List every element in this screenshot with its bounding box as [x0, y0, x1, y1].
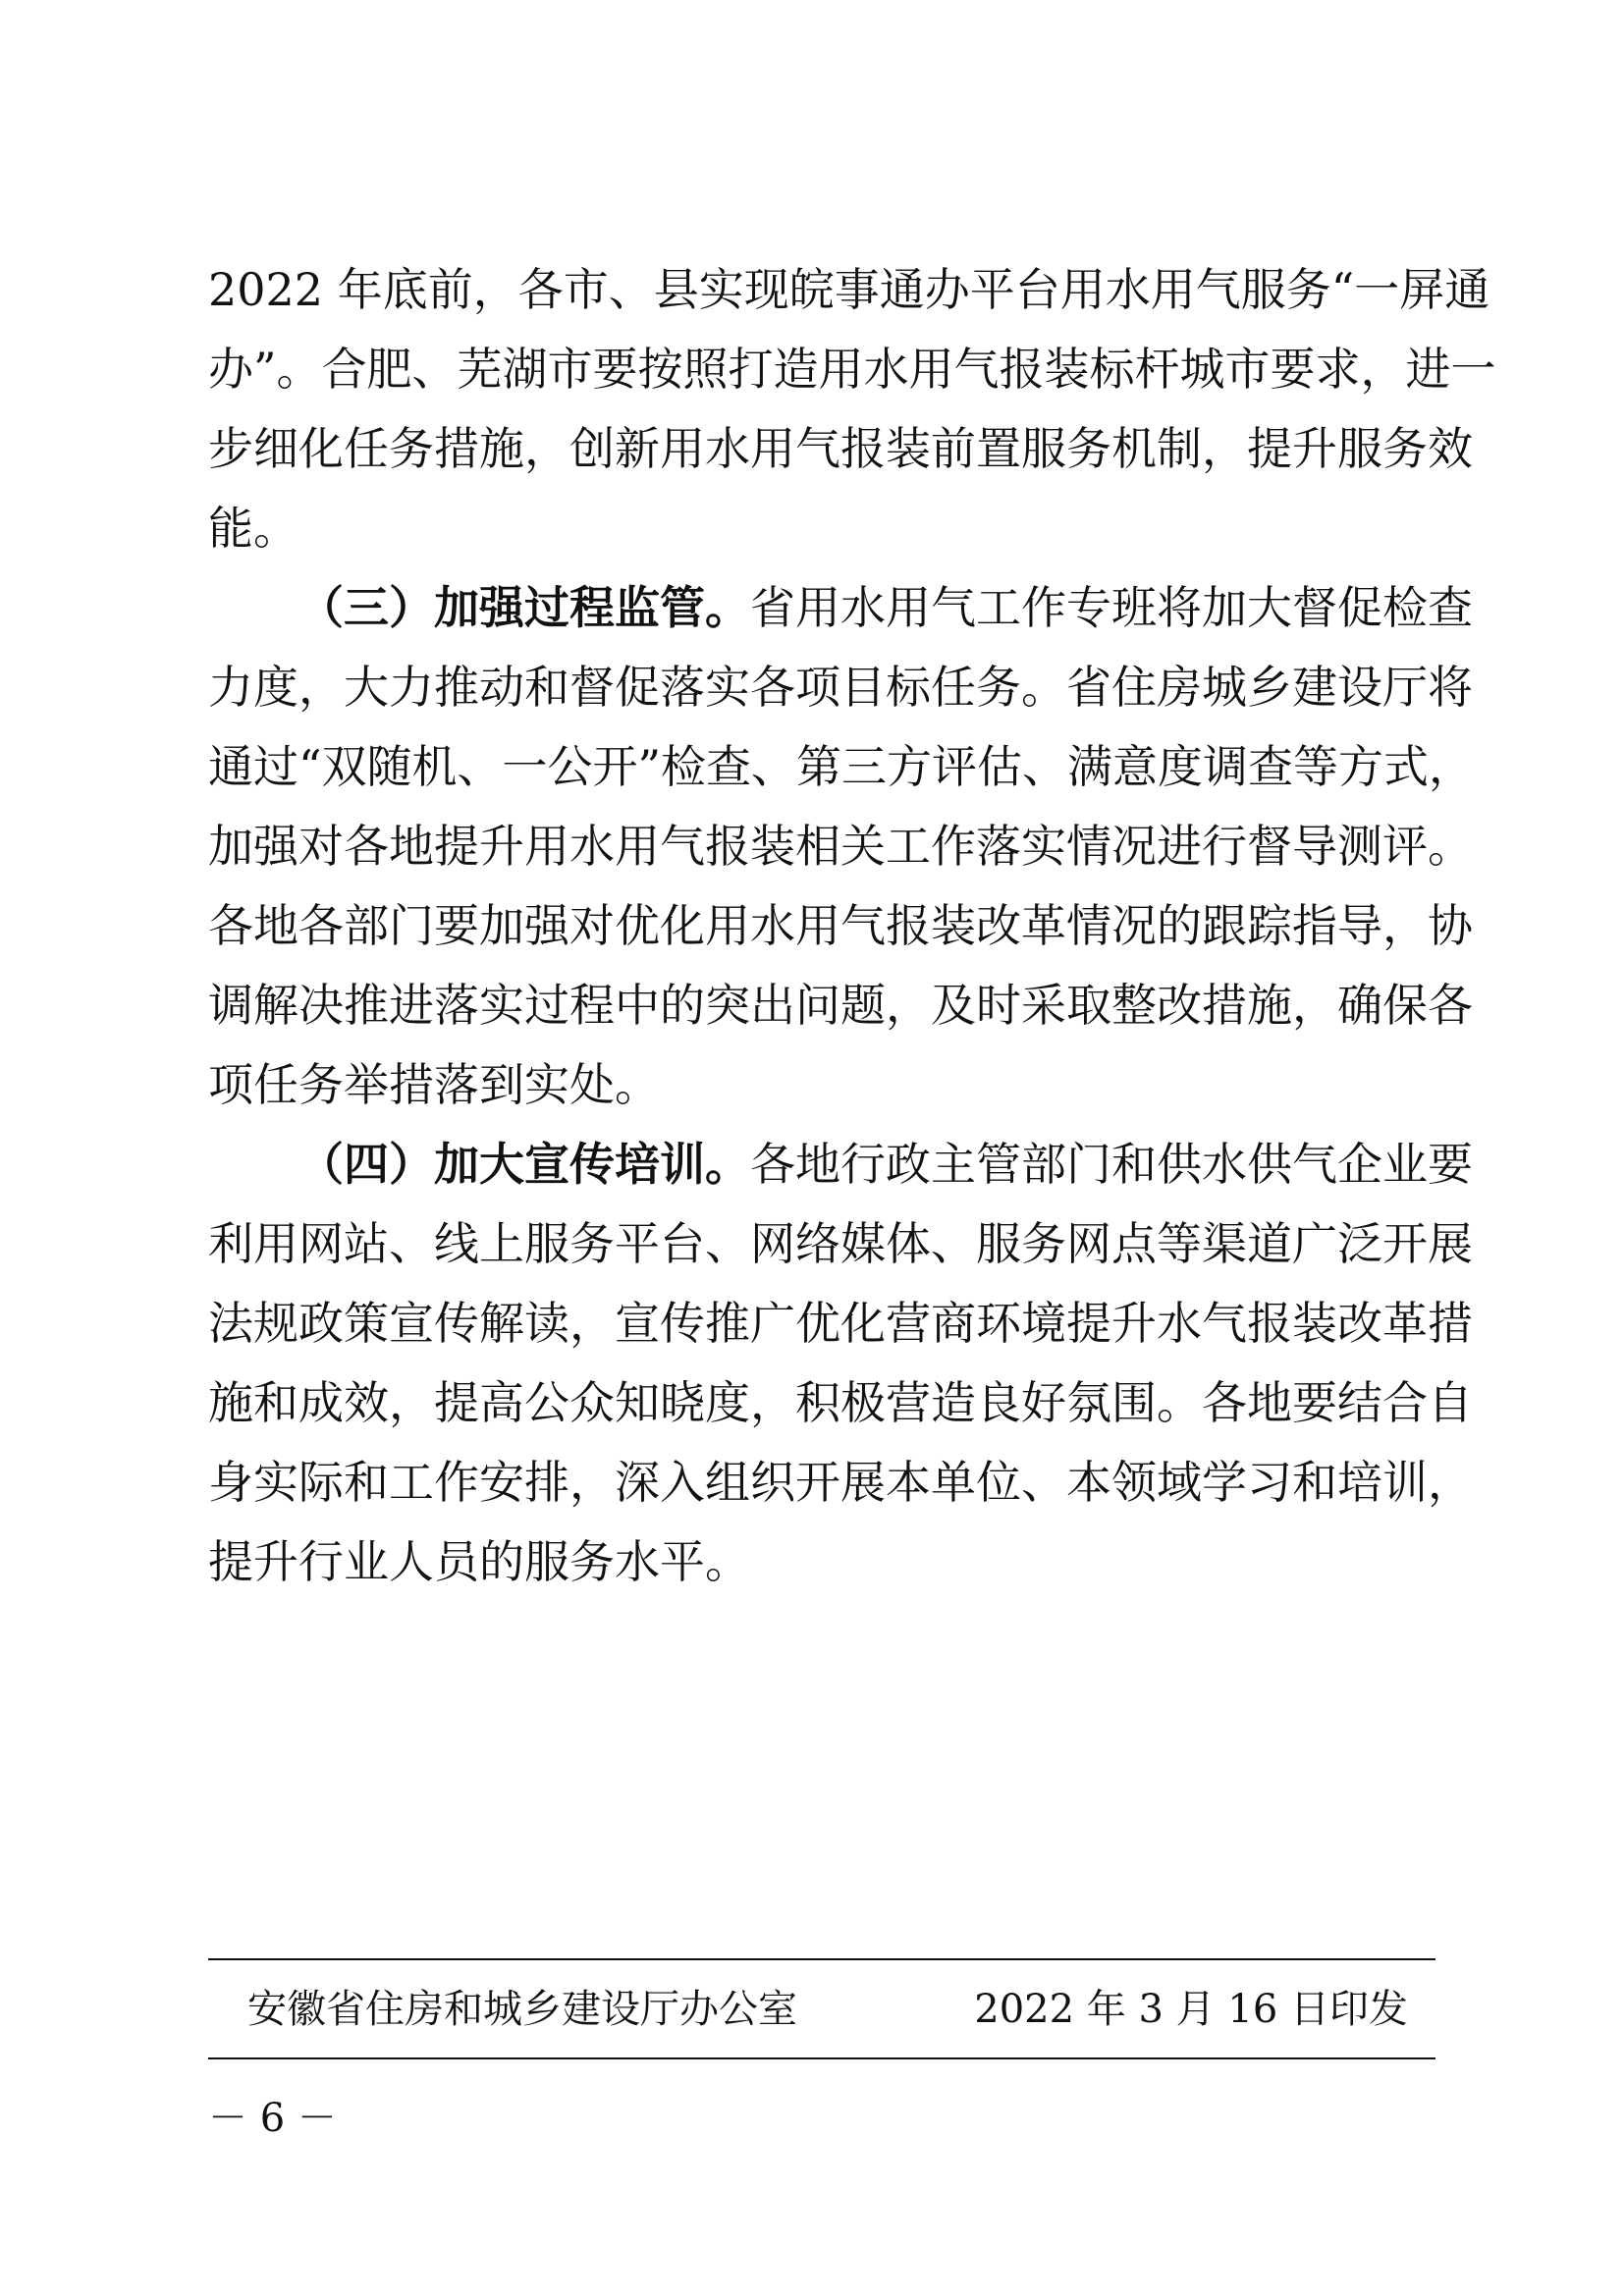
paragraph-2-line-2: 力度，大力推动和督促落实各项目标任务。省住房城乡建设厅将 — [208, 661, 1473, 714]
paragraph-3-line-3: 法规政策宣传解读，宣传推广优化营商环境提升水气报装改革措 — [208, 1297, 1473, 1350]
paragraph-3-line-1 — [208, 1125, 1473, 1204]
paragraph-2-line-7: 项任务举措落到实处。 — [208, 1058, 660, 1111]
paragraph-2-line-1-text: 省用水用气工作专班将加大督促检查 — [750, 581, 1473, 634]
paragraph-2-line-3: 通过“双随机、一公开”检查、第三方评估、满意度调查等方式， — [208, 740, 1475, 793]
issue-date: 2022 年 3 月 16 日印发 — [974, 1987, 1408, 2032]
document-body — [208, 250, 1496, 1602]
section-heading-3: （三）加强过程监管。 — [298, 581, 750, 634]
footer-top-rule — [208, 1958, 1435, 1960]
issuance-footer — [208, 1968, 1435, 2052]
paragraph-2-line-1 — [208, 568, 1473, 648]
page-number: － 6 － — [208, 2096, 337, 2141]
paragraph-1-line-2: 办”。合肥、芜湖市要按照打造用水用气报装标杆城市要求，进一 — [208, 343, 1496, 396]
section-heading-4: （四）加大宣传培训。 — [298, 1138, 750, 1191]
paragraph-3-line-6: 提升行业人员的服务水平。 — [208, 1535, 750, 1588]
paragraph-3-line-1-text: 各地行政主管部门和供水供气企业要 — [750, 1138, 1473, 1191]
paragraph-3-line-5: 身实际和工作安排，深入组织开展本单位、本领域学习和培训， — [208, 1456, 1473, 1509]
paragraph-3-line-2: 利用网站、线上服务平台、网络媒体、服务网点等渠道广泛开展 — [208, 1217, 1473, 1270]
paragraph-1-line-4: 能。 — [208, 502, 298, 555]
paragraph-1-line-1: 2022 年底前，各市、县实现皖事通办平台用水用气服务“一屏通 — [208, 263, 1490, 316]
footer-bottom-rule — [208, 2057, 1435, 2059]
paragraph-3-line-4: 施和成效，提高公众知晓度，积极营造良好氛围。各地要结合自 — [208, 1376, 1473, 1429]
paragraph-2-line-6: 调解决推进落实过程中的突出问题，及时采取整改措施，确保各 — [208, 979, 1473, 1032]
paragraph-2-line-5: 各地各部门要加强对优化用水用气报装改革情况的跟踪指导，协 — [208, 899, 1473, 952]
paragraph-1-line-3: 步细化任务措施，创新用水用气报装前置服务机制，提升服务效 — [208, 422, 1473, 475]
paragraph-2-line-4: 加强对各地提升用水用气报装相关工作落实情况进行督导测评。 — [208, 820, 1473, 873]
issuing-office: 安徽省住房和城乡建设厅办公室 — [247, 1987, 797, 2032]
